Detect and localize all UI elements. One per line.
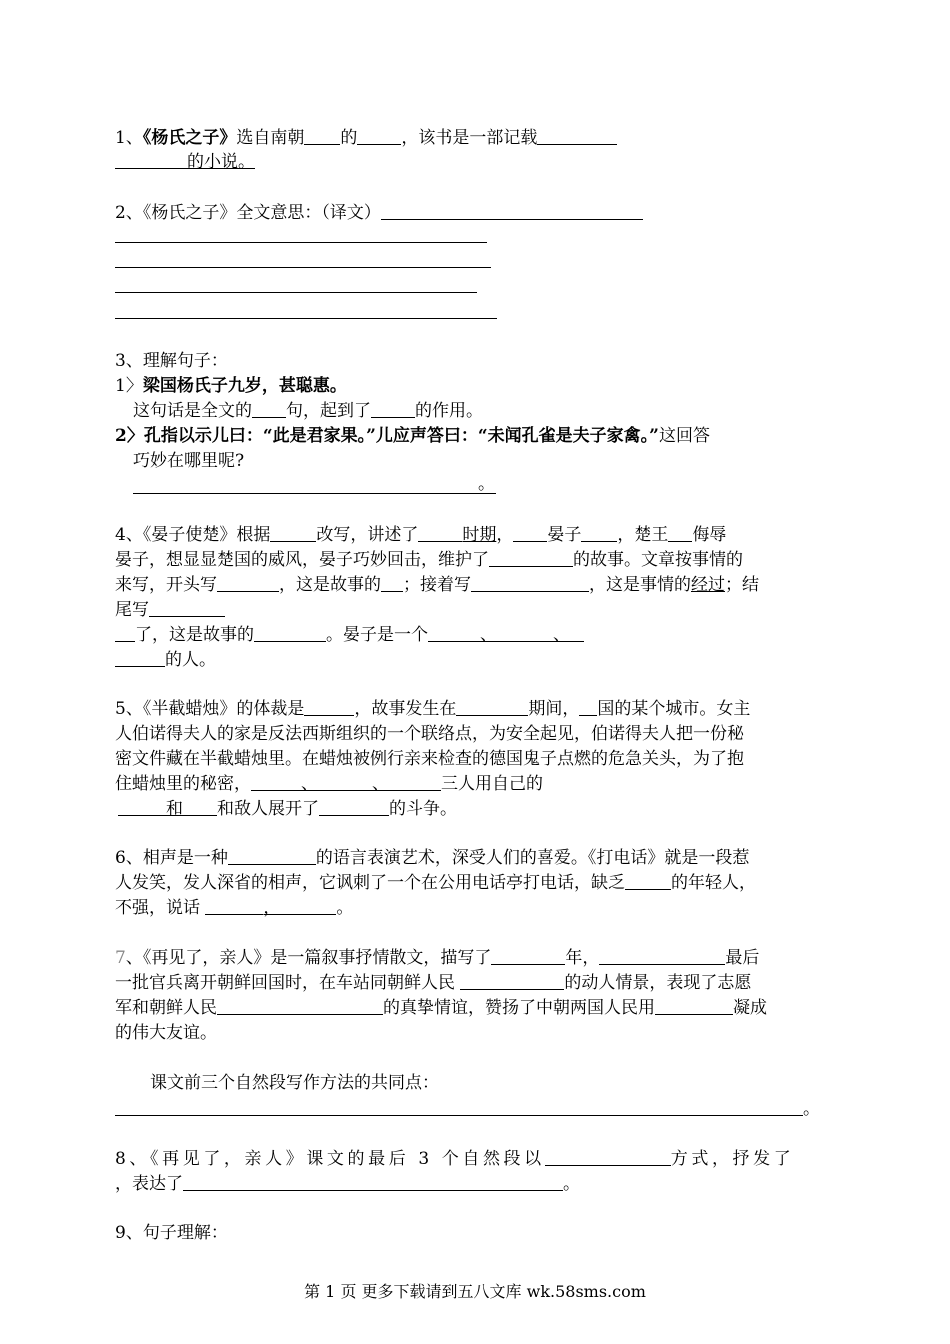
blank[interactable] [319, 797, 389, 816]
q7-number: 7 [115, 948, 126, 968]
q5-text: 和敌人展开了 [217, 799, 319, 819]
q5-text: 、 [372, 774, 389, 794]
q7-text: 的动人情景，表现了志愿 [564, 973, 752, 993]
blank[interactable] [252, 399, 286, 418]
q6-text: 的年轻人， [671, 873, 756, 893]
answer-line[interactable] [115, 292, 477, 293]
q7-line-5 [150, 1071, 439, 1095]
q6-text: 的语言表演艺术，深受人们的喜爱。《打电话》就是一段惹 [315, 848, 750, 868]
q6-line-1 [115, 846, 749, 870]
q6-text: ， [263, 898, 281, 918]
blank[interactable] [625, 871, 671, 890]
blank[interactable] [217, 573, 279, 592]
q1-book-title: 《杨氏之子》 [142, 128, 237, 148]
q3-s1-question [133, 399, 483, 423]
q7-line-4 [115, 1021, 217, 1045]
q4-text: 的人。 [165, 650, 216, 670]
blank[interactable] [668, 523, 692, 542]
q3-s2-question [133, 449, 244, 473]
blank[interactable] [270, 523, 316, 542]
blank[interactable] [545, 1147, 671, 1166]
q4-text: ， [496, 525, 514, 545]
blank[interactable] [579, 697, 597, 716]
q4-line-4 [115, 598, 225, 622]
q7-text: 最后 [725, 948, 760, 968]
q6-line-2 [115, 871, 756, 895]
q4-line-2 [115, 548, 743, 572]
q7-line-3 [115, 996, 767, 1020]
q5-text: 期间， [528, 699, 580, 719]
q5-text: 人伯诺得夫人的家是反法西斯组织的一个联络点，为安全起见，伯诺得夫人把一份秘 [115, 724, 744, 744]
q3-s1-label: 1〉 [115, 376, 143, 396]
q5-text: 的斗争。 [389, 799, 457, 819]
blank[interactable] [118, 797, 166, 816]
q8-text: 。 [563, 1174, 580, 1194]
q7-text: 军和朝鲜人民 [115, 998, 217, 1018]
blank[interactable] [371, 399, 415, 418]
blank[interactable] [460, 971, 564, 990]
q5-line-1 [115, 697, 750, 721]
q4-text: 来写，开头写 [115, 575, 217, 595]
blank[interactable] [513, 523, 547, 542]
q1-text: 的小说。 [187, 152, 255, 172]
q3-text: 这句话是全文的 [133, 401, 252, 421]
blank[interactable] [428, 623, 480, 642]
q1-number: 1、 [115, 128, 143, 148]
q5-text: 住蜡烛里的秘密， [115, 774, 251, 794]
q4-text: 侮辱 [692, 525, 727, 545]
q3-sentence-2 [115, 424, 710, 448]
q3-sentence-1 [115, 374, 347, 398]
q1-text: 选自南朝 [236, 128, 305, 148]
q5-text: 、 [301, 774, 318, 794]
q3-title-text: 3、理解句子： [115, 351, 228, 371]
q5-line-3 [115, 747, 744, 771]
q5-line-5 [118, 797, 457, 821]
q4-text: ，楚王 [617, 525, 669, 545]
period: 。 [478, 474, 495, 494]
q5-text: 和 [166, 799, 183, 819]
blank[interactable] [115, 150, 187, 169]
blank[interactable] [133, 475, 496, 494]
blank[interactable] [418, 523, 462, 542]
q4-text: 了，这是故事的 [135, 625, 254, 645]
blank[interactable] [389, 772, 441, 791]
blank[interactable] [570, 623, 584, 642]
q7-line-6 [115, 1097, 820, 1121]
blank[interactable] [599, 946, 725, 965]
q2-line [115, 201, 643, 225]
q7-text: 一批官兵离开朝鲜回国时，在车站同朝鲜人民 [115, 973, 455, 993]
q9-title [115, 1221, 228, 1245]
q8-line-1 [115, 1147, 794, 1171]
q5-text: 国的某个城市。女主 [597, 699, 751, 719]
q7-line-2 [115, 971, 751, 995]
q5-text: ，故事发生在 [354, 699, 457, 719]
q4-text: 。晏子是一个 [326, 625, 428, 645]
q4-text: 时期 [462, 525, 497, 545]
q2-text: 2、《杨氏之子》全文意思：（译文） [115, 203, 381, 223]
q6-text: 6、相声是一种 [115, 848, 228, 868]
q6-line-3 [115, 896, 353, 920]
q7-text: 的伟大友谊。 [115, 1023, 217, 1043]
blank[interactable] [205, 896, 263, 915]
answer-line[interactable] [115, 242, 487, 243]
q4-text: 尾写 [115, 600, 149, 620]
q4-text: 晏子 [547, 525, 582, 545]
q9-title-text: 9、句子理解： [115, 1223, 228, 1243]
blank[interactable] [491, 946, 565, 965]
blank[interactable] [537, 126, 617, 145]
blank[interactable] [217, 996, 383, 1015]
q5-line-2 [115, 722, 744, 746]
q4-line-6 [115, 648, 216, 672]
q5-line-4 [115, 772, 543, 796]
q4-text: ，这是故事的 [279, 575, 381, 595]
q4-line-5 [115, 623, 584, 647]
q4-text: ；接着写 [403, 575, 471, 595]
blank[interactable] [489, 548, 573, 567]
q7-text: 凝成 [733, 998, 767, 1018]
q5-text: 密文件藏在半截蜡烛里。在蜡烛被例行亲来检查的德国鬼子点燃的危急关头，为了抱 [115, 749, 744, 769]
blank[interactable] [357, 126, 401, 145]
blank[interactable] [381, 201, 643, 220]
q1-line-1 [115, 126, 617, 150]
q4-text: 晏子，想显显楚国的威风，晏子巧妙回击，维护了 [115, 550, 489, 570]
blank[interactable] [228, 846, 316, 865]
q5-text: 三人用自己的 [441, 774, 543, 794]
blank[interactable] [381, 573, 403, 592]
q3-s2-label: 2〉 [115, 426, 144, 446]
blank[interactable] [115, 648, 165, 667]
blank[interactable] [581, 523, 617, 542]
q3-s1-text: 梁国杨氏子九岁，甚聪惠。 [142, 376, 347, 396]
q4-text: 改写，讲述了 [316, 525, 419, 545]
q1-line-2 [115, 150, 255, 174]
q7-line-1 [115, 946, 759, 970]
q3-text: 句，起到了 [286, 401, 371, 421]
blank[interactable] [456, 697, 528, 716]
q4-line-3 [115, 573, 759, 597]
q3-title [115, 349, 228, 373]
blank[interactable] [254, 623, 326, 642]
q7-text: 年， [565, 948, 600, 968]
blank[interactable] [497, 623, 553, 642]
q3-s2-text: 孔指以示儿曰：“此是君家果。”儿应声答曰：“未闻孔雀是夫子家禽。” [143, 426, 659, 446]
q4-text: 、 [553, 625, 570, 645]
q4-text: 4、《晏子使楚》根据 [115, 525, 271, 545]
q4-line-1 [115, 523, 726, 547]
q1-text: 的 [340, 128, 358, 148]
q1-text: ，该书是一部记载 [401, 128, 538, 148]
q7-text: 、《再见了，亲人》是一篇叙事抒情散文，描写了 [125, 948, 492, 968]
q3-text: 巧妙在哪里呢? [133, 451, 245, 471]
q6-text: 人发笑，发人深省的相声，它讽刺了一个在公用电话亭打电话，缺乏 [115, 873, 625, 893]
blank[interactable] [183, 797, 217, 816]
q8-text: 方式，抒发了 [670, 1149, 795, 1169]
q8-text: ，表达了 [115, 1174, 183, 1194]
blank[interactable] [183, 1172, 563, 1191]
q7-text: 课文前三个自然段写作方法的共同点： [150, 1073, 439, 1093]
blank[interactable] [655, 996, 733, 1015]
answer-line[interactable] [115, 267, 491, 268]
q3-s2-answer [133, 475, 496, 499]
q8-text: 8、《再见了，亲人》课文的最后 3 个自然段以 [115, 1149, 545, 1169]
page-footer: 第 1 页 更多下载请到五八文库 wk.58sms.com [304, 1282, 646, 1301]
q4-text: 、 [480, 625, 497, 645]
q6-text: 。 [336, 898, 354, 918]
q7-text: 的真挚情谊，赞扬了中朝两国人民用 [383, 998, 655, 1018]
q8-line-2 [115, 1172, 580, 1196]
blank[interactable] [280, 896, 336, 915]
blank[interactable] [304, 697, 354, 716]
blank[interactable] [471, 573, 589, 592]
q3-text: 的作用。 [415, 401, 483, 421]
q4-text: 的故事。文章按事情的 [573, 550, 743, 570]
blank[interactable] [115, 1097, 803, 1116]
blank[interactable] [149, 598, 225, 617]
q5-text: 5、《半截蜡烛》的体裁是 [115, 699, 305, 719]
answer-line[interactable] [115, 318, 497, 319]
blank[interactable] [304, 126, 340, 145]
blank[interactable] [251, 772, 301, 791]
q4-text: 经过 [691, 575, 725, 595]
q4-text: ；结 [725, 575, 759, 595]
q3-text: 这回答 [658, 426, 710, 446]
q4-text: ，这是事情的 [589, 575, 691, 595]
blank[interactable] [318, 772, 372, 791]
q6-text: 不强，说话 [115, 898, 200, 918]
q7-text: 。 [803, 1099, 820, 1119]
blank[interactable] [115, 623, 135, 642]
